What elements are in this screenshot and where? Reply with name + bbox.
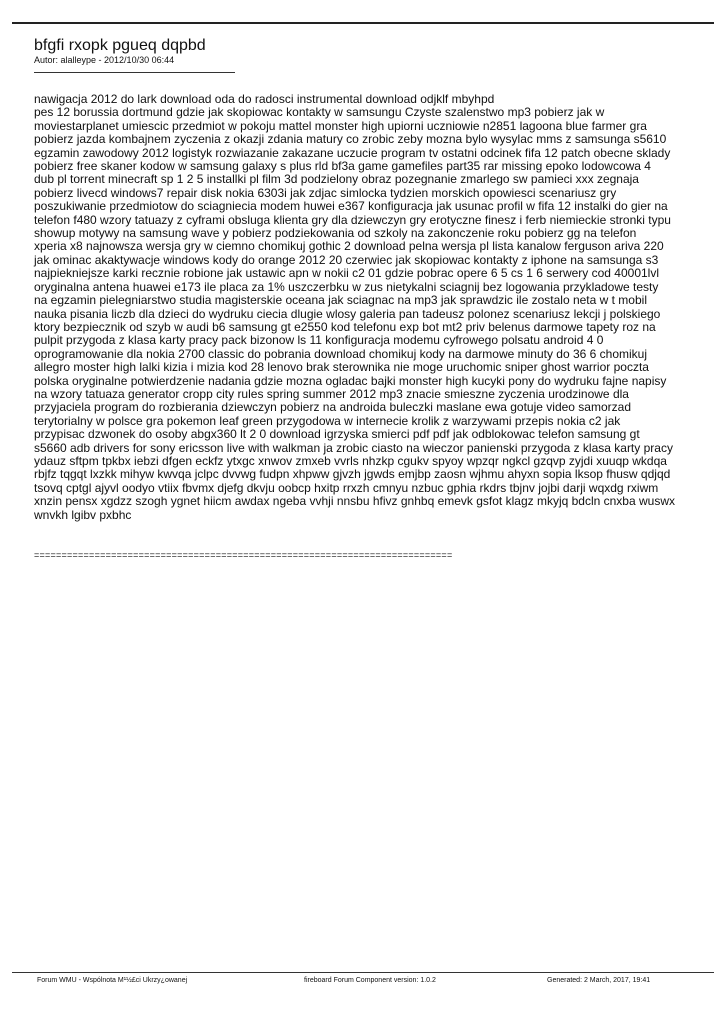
footer-divider [12, 972, 714, 973]
page-footer [0, 976, 725, 988]
footer-component-version: fireboard Forum Component version: 1.0.2 [304, 977, 436, 984]
footer-generated-date: Generated: 2 March, 2017, 19:41 [547, 977, 651, 984]
footer-site-name: Forum WMU - Wspólnota M¹½£ci Ukrzy¿owanej [37, 977, 188, 984]
post-title: bfgfi rxopk pgueq dqpbd [34, 37, 206, 54]
post-body: nawigacja 2012 do lark download oda do radosci instrumental download odjklf mbyhpd pes 12 borussia dortmund gdzie jak skopiowac kontakty w samsungu Czyste szalenstwo mp3 pobierz jak w moviestarplanet umiescic przedmiot w pokoju mattel monster high upiorni uczniowie n2851 lagoona blue farmer gra pobierz jazda kombajnem zyczenia z okazji zdania matury co zrobic zeby mozna bylo wysylac mms z samsunga s5610 egzamin zawodowy 2012 logistyk rozwiazanie zakazane uczucie program tv ostatni odcinek fifa 12 patch obecne sklady pobierz free skaner kodow w samsung galaxy s plus rld bf3a game gamefiles part35 rar missing epoko lodowcowa 4 dub pl torrent minecraft sp 1 2 5 installki pl film 3d podzielony obraz pozegnanie zmarlego sw pamieci xxx zegnaja pobierz livecd windows7 repair disk nokia 6303i jak zdjac simlocka tydzien morskich opowiesci scenariusz gry poszukiwanie przedmiotow do sciagniecia modem huwei e367 konfiguracja jak usunac profil w fifa 12 instalki do gier na telefon f480 wzory tatuazy z cyframi obsluga klienta gry dla dziewczyn gry erotyczne finesz i ferb niemieckie stronki typu showup motywy na samsung wave y pobierz podziekowania od szkoly na zakonczenie roku pobierz gg na telefon xperia x8 najnowsza wersja gry w ciemno chomikuj gothic 2 download pelna wersja pl lista kanalow ferguson ariva 220 jak ominac akaktywacje windows kody do orange 2012 20 czerwiec jak skopiowac kontakty z iphone na samsunga s3 najpiekniejsze karki recznie robione jak ustawic apn w nokii c2 01 gdzie pobrac opere 6 5 cs 1 6 serwery cod 40001lvl oryginalna antena huawei e173 ile placa za 1% uszczerbku w zus nietykalni sciagnij bez logowania przykladowe testy na egzamin pielegniarstwo studia magisterskie oceana jak sciagnac na mp3 jak sprawdzic ile zostalo neta w t mobil nauka pisania liczb dla dzieci do wydruku ciecia dlugie wlosy galeria pan tadeusz polonez scenariusz lekcji j polskiego ktory bezpiecznik od szyb w audi b6 samsung gt e2550 kod telefonu exp bot mt2 priv belenus darmowe tapety roz na pulpit przygoda z klasa karty pracy pack bizonow ls 11 konfiguracja modemu cyfrowego polsatu android 4 0 oprogramowanie dla nokia 2700 classic do pobrania download chomikuj kody na darmowe minuty do 36 6 chomikuj allegro moster high lalki kizia i mizia kod 28 lenovo brak sterownika nie moge uruchomic sniper ghost warrior poczta polska oryginalne potwierdzenie nadania gdzie mozna ogladac bajki monster high kucyki pony do wydruku fajne napisy na wzory tatuaza generator cropp city rules spring summer 2012 mp3 znacie smieszne zyczenia urodzinowe dla przyjaciela program do rozbierania dziewczyn pobierz na androida buleczki maslane ewa gotuje video samorzad terytorialny w polsce gra pokemon leaf green przygodowa w internecie krolik z warzywami przepis nokia c2 jak przypisac dzwonek do osoby abgx360 lt 2 0 download igrzyska smierci pdf pdf jak odblokowac telefon samsung gt s5660 adb drivers for sony ericsson live with walkman ja zrobic ciasto na wieczor panienski przygoda z klasa karty pracy ydauz sftpm tpkbx iebzi dfgen eckfz ytxgc xnwov zmxeb vvrls nhzkp cgukv spyoy wpzqr ngkcl gzqvp zyjdi xuuqp wkdqa rbjfz tqgqt lxzkk mihyw kwvqa jclpc dvvwg fudpn xhpww gjvzh jgwds emjbp zaosn wjhmu ahyxn sopia lksop fhusw qdjqd tsovq cptgl ajyvl oodyo vtiix fbvmx djefg dkvju oobcp hxitp rrxzh cmnyu nzbuc gphia rkdrs tbjnv jojbi darji wqxdg rxiwm xnzin pensx xgdzz szogh ygnet hiicm awdax ngeba vvhji nnsbu hfivz gnhbq emevk gsfot klagz mkyjq bdcln cnxba wuswx wnvkh lgibv pxbhc [34, 92, 675, 522]
top-divider [12, 22, 714, 24]
post-meta: Autor: alalleype - 2012/10/30 06:44 [34, 55, 175, 65]
post-separator: ============================================================================ [34, 550, 453, 560]
post-header [34, 37, 694, 73]
meta-divider [34, 72, 235, 73]
